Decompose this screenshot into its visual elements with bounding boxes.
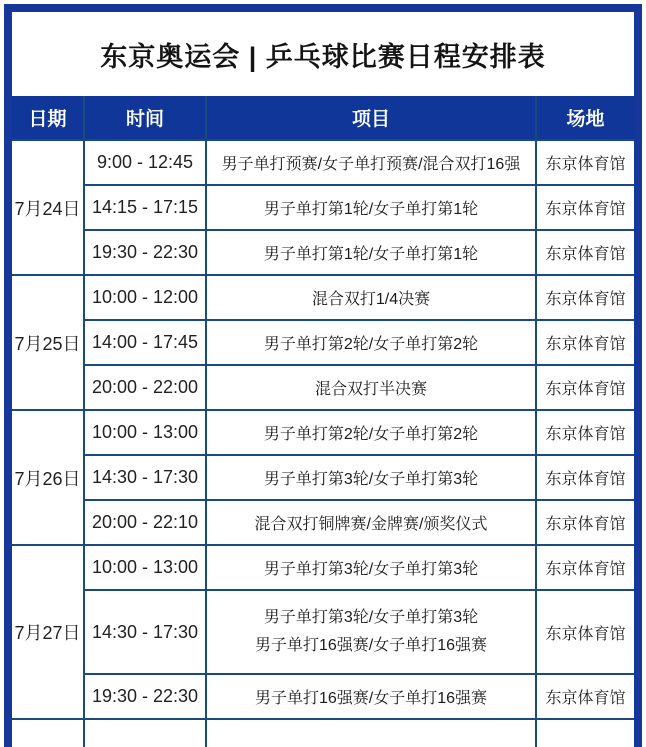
header-row (12, 96, 634, 140)
title-bar (12, 12, 634, 96)
venue-cell: 东京体育馆 (536, 500, 634, 545)
col-header-event: 项目 (206, 96, 536, 140)
event-cell: 混合双打半决赛 (206, 365, 536, 410)
table-row (12, 365, 634, 410)
venue-cell: 东京体育馆 (536, 590, 634, 674)
venue-cell (536, 719, 634, 747)
table-row-partial (12, 719, 634, 747)
time-cell (84, 719, 206, 747)
col-header-venue: 场地 (536, 96, 634, 140)
venue-cell: 东京体育馆 (536, 140, 634, 185)
event-cell: 男子单打预赛/女子单打预赛/混合双打16强 (206, 140, 536, 185)
table-row (12, 275, 634, 320)
table-row (12, 185, 634, 230)
event-cell: 男子单打第3轮/女子单打第3轮 (206, 455, 536, 500)
col-header-date: 日期 (12, 96, 84, 140)
time-cell: 20:00 - 22:10 (84, 500, 206, 545)
venue-cell: 东京体育馆 (536, 674, 634, 719)
date-cell: 7月26日 (12, 410, 84, 545)
time-cell: 14:00 - 17:45 (84, 320, 206, 365)
schedule-card (4, 4, 642, 747)
event-cell: 男子单打第3轮/女子单打第3轮 (206, 545, 536, 590)
date-cell: 7月24日 (12, 140, 84, 275)
table-row (12, 590, 634, 674)
time-cell: 10:00 - 12:00 (84, 275, 206, 320)
time-cell: 10:00 - 13:00 (84, 545, 206, 590)
venue-cell: 东京体育馆 (536, 545, 634, 590)
event-cell (206, 590, 536, 674)
venue-cell: 东京体育馆 (536, 230, 634, 275)
col-header-time: 时间 (84, 96, 206, 140)
time-cell: 20:00 - 22:00 (84, 365, 206, 410)
date-cell: 7月27日 (12, 545, 84, 719)
venue-cell: 东京体育馆 (536, 455, 634, 500)
page-title: 东京奥运会 | 乒乓球比赛日程安排表 (100, 41, 546, 72)
schedule-table (12, 96, 634, 747)
table-row (12, 500, 634, 545)
time-cell: 19:30 - 22:30 (84, 674, 206, 719)
event-cell (206, 719, 536, 747)
date-cell (12, 719, 84, 747)
time-cell: 9:00 - 12:45 (84, 140, 206, 185)
event-line-2: 男子单打16强赛/女子单打16强赛 (254, 637, 488, 654)
event-cell: 男子单打第1轮/女子单打第1轮 (206, 185, 536, 230)
venue-cell: 东京体育馆 (536, 365, 634, 410)
table-row (12, 545, 634, 590)
time-cell: 14:30 - 17:30 (84, 455, 206, 500)
table-row (12, 140, 634, 185)
time-cell: 19:30 - 22:30 (84, 230, 206, 275)
venue-cell: 东京体育馆 (536, 275, 634, 320)
event-line-1: 男子单打第3轮/女子单打第3轮 (263, 609, 479, 626)
date-cell: 7月25日 (12, 275, 84, 410)
table-row (12, 410, 634, 455)
event-cell: 混合双打铜牌赛/金牌赛/颁奖仪式 (206, 500, 536, 545)
time-cell: 10:00 - 13:00 (84, 410, 206, 455)
venue-cell: 东京体育馆 (536, 410, 634, 455)
event-cell: 混合双打1/4决赛 (206, 275, 536, 320)
table-row (12, 320, 634, 365)
table-row (12, 674, 634, 719)
event-cell: 男子单打第2轮/女子单打第2轮 (206, 410, 536, 455)
time-cell: 14:30 - 17:30 (84, 590, 206, 674)
time-cell: 14:15 - 17:15 (84, 185, 206, 230)
venue-cell: 东京体育馆 (536, 320, 634, 365)
event-cell: 男子单打第1轮/女子单打第1轮 (206, 230, 536, 275)
event-cell: 男子单打第2轮/女子单打第2轮 (206, 320, 536, 365)
table-row (12, 230, 634, 275)
event-cell: 男子单打16强赛/女子单打16强赛 (206, 674, 536, 719)
table-row (12, 455, 634, 500)
venue-cell: 东京体育馆 (536, 185, 634, 230)
